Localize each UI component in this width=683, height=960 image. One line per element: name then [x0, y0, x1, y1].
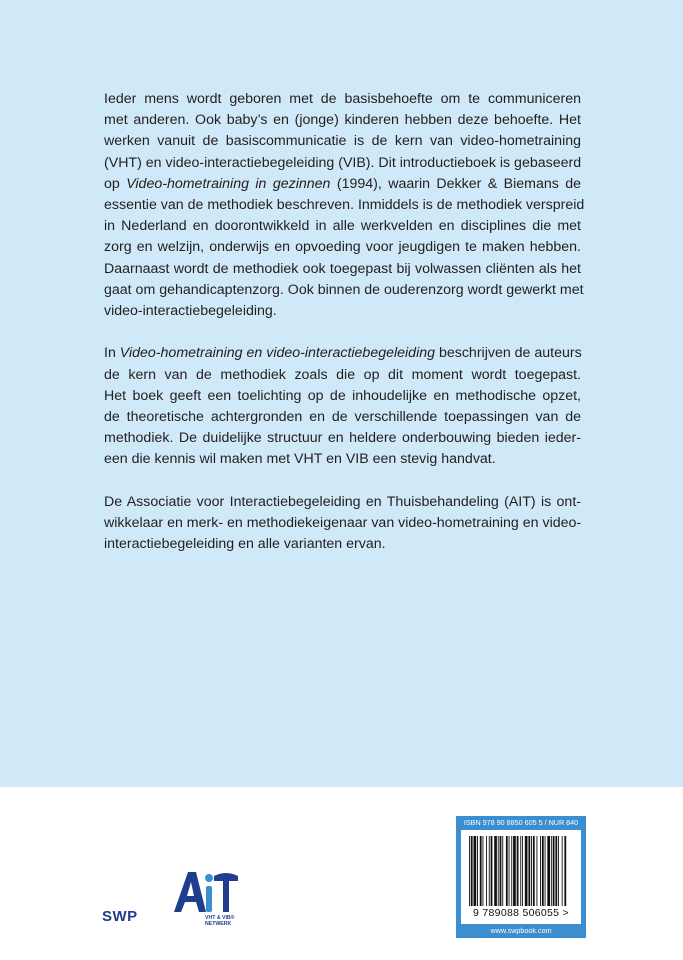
blurb-line: methodiek. De duidelijke structuur en heldere onderbouwing bieden ieder-: [104, 430, 581, 447]
ait-network-label: [205, 915, 265, 927]
blurb-line: zorg en welzijn, onderwijs en opvoeding voor jeugdigen te maken hebben.: [104, 239, 581, 256]
publisher-website: www.swpbook.com: [490, 926, 552, 935]
blurb-paragraph-2: [104, 343, 581, 470]
blurb-line: de theoretische achtergronden en de verschillende toepassingen van de: [104, 409, 581, 426]
ait-subtitle-1: VHT & VIB®: [205, 915, 235, 921]
blurb-line: In Video-hometraining en video-interactiebegeleiding beschrijven de auteurs: [104, 345, 582, 362]
blurb-line: een die kennis wil maken met VHT en VIB een stevig handvat.: [104, 451, 496, 468]
blurb-line: video-interactiebegeleiding.: [104, 303, 277, 320]
blurb-paragraph-1: [104, 89, 585, 322]
barcode-digits: 9 789088 506055 >: [473, 907, 569, 919]
barcode-panel: [456, 816, 586, 938]
blurb-line: gaat om gehandicaptenzorg. Ook binnen de ouderenzorg wordt gewerkt met: [104, 281, 584, 298]
blurb-line: Ieder mens wordt geboren met de basisbehoefte om te communiceren: [104, 91, 581, 107]
blurb-line: met anderen. Ook baby’s en (jonge) kinderen hebben deze behoefte. Het: [104, 112, 581, 129]
blurb-line: De Associatie voor Interactiebegeleiding en Thuisbehandeling (AIT) is ont-: [104, 493, 581, 510]
blurb-line: essentie van de methodiek beschreven. Inmiddels is de methodiek verspreid: [104, 197, 585, 214]
blurb-line: werken vanuit de basiscommunicatie is de kern van video-hometraining: [104, 133, 581, 150]
book-title-italic: Video-hometraining in gezinnen: [126, 175, 331, 192]
blurb-line: Het boek geeft een toelichting op de inhoudelijke en methodische opzet,: [104, 387, 581, 404]
barcode-area: [461, 830, 581, 924]
blurb-paragraph-3: [104, 492, 581, 556]
ait-subtitle-2: NETWERK: [205, 921, 232, 927]
blurb-line: in Nederland en doorontwikkeld in alle werkvelden en disciplines die met: [104, 218, 581, 235]
book-title-italic: Video-hometraining en video-interactiebegeleiding: [119, 345, 436, 362]
blurb-line: interactiebegeleiding en alle varianten ervan.: [104, 536, 386, 553]
back-cover-blurb: [104, 89, 585, 555]
barcode-bars: [465, 836, 577, 908]
swp-logo: SWP: [102, 908, 138, 925]
blurb-line: Daarnaast wordt de methodiek ook toegepast bij volwassen cliënten als het: [104, 260, 581, 277]
ait-logo: [170, 864, 240, 920]
blurb-line: de kern van de methodiek zoals die op dit moment wordt toegepast.: [104, 366, 581, 383]
isbn-number: ISBN 978 90 8850 605 5 / NUR 840: [463, 818, 579, 827]
blurb-line: wikkelaar en merk- en methodiekeigenaar van video-hometraining en video-: [104, 515, 582, 532]
blurb-line: (VHT) en video-interactiebegeleiding (VIB). Dit introductieboek is gebaseerd: [104, 154, 582, 171]
blurb-line: op Video-hometraining in gezinnen (1994), waarin Dekker & Biemans de: [104, 175, 582, 192]
